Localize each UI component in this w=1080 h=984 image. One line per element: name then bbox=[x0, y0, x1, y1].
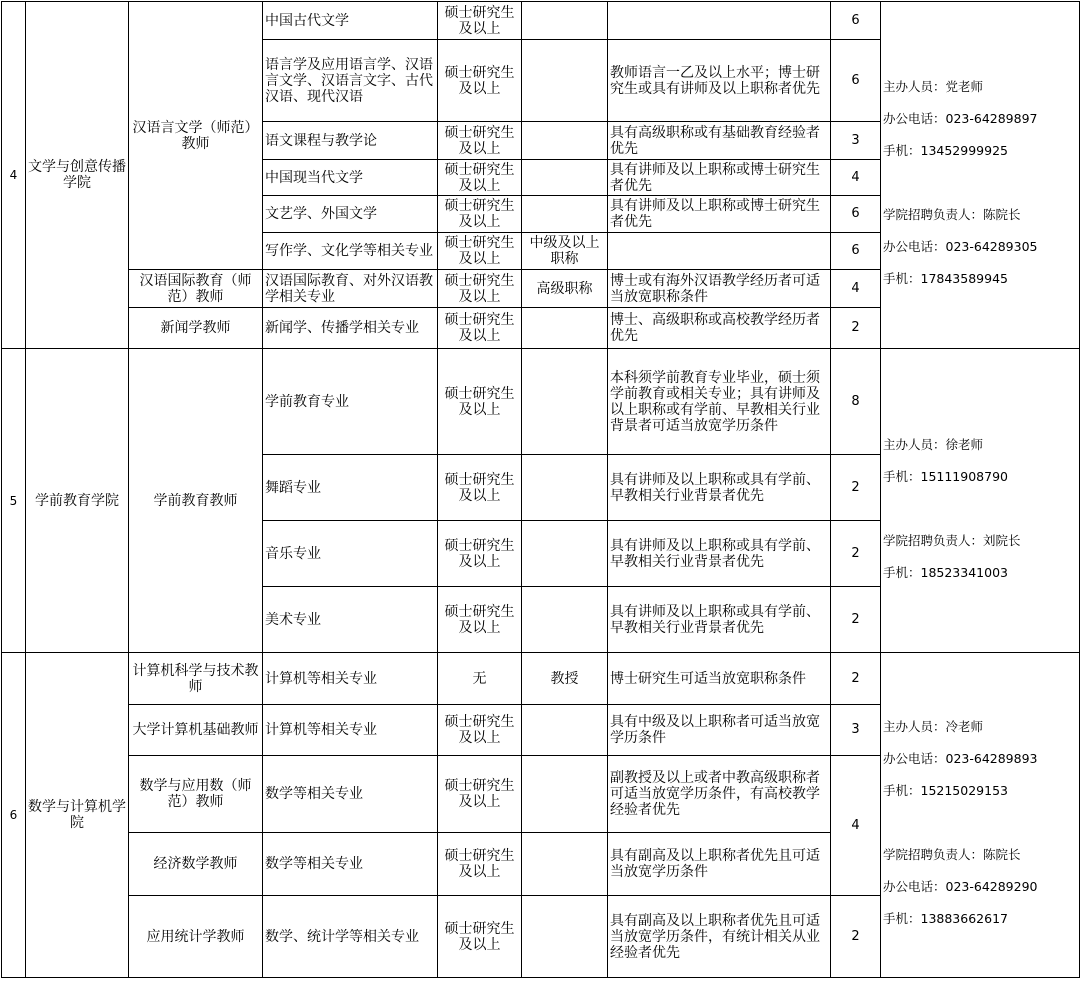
headcount: 3 bbox=[831, 705, 881, 756]
education: 硕士研究生及以上 bbox=[438, 349, 522, 455]
title-requirement: 高级职称 bbox=[522, 270, 608, 308]
major: 中国古代文学 bbox=[263, 2, 438, 40]
education: 硕士研究生及以上 bbox=[438, 196, 522, 233]
major: 中国现当代文学 bbox=[263, 160, 438, 196]
title-requirement bbox=[522, 122, 608, 160]
major: 新闻学、传播学相关专业 bbox=[263, 308, 438, 349]
position-name: 大学计算机基础教师 bbox=[129, 705, 263, 756]
headcount: 4 bbox=[831, 756, 881, 896]
other-requirement: 教师语言一乙及以上水平；博士研究生或具有讲师及以上职称者优先 bbox=[608, 40, 831, 122]
title-requirement bbox=[522, 896, 608, 978]
title-requirement bbox=[522, 160, 608, 196]
table-row bbox=[2, 2, 1080, 40]
position-name: 计算机科学与技术教师 bbox=[129, 653, 263, 705]
contact-line: 学院招聘负责人：刘院长 bbox=[883, 532, 1021, 548]
major: 计算机等相关专业 bbox=[263, 705, 438, 756]
major: 语文课程与教学论 bbox=[263, 122, 438, 160]
education: 硕士研究生及以上 bbox=[438, 160, 522, 196]
title-requirement bbox=[522, 349, 608, 455]
education: 无 bbox=[438, 653, 522, 705]
headcount: 8 bbox=[831, 349, 881, 455]
contact-info bbox=[881, 2, 1080, 349]
other-requirement: 具有讲师及以上职称或博士研究生者优先 bbox=[608, 196, 831, 233]
major: 学前教育专业 bbox=[263, 349, 438, 455]
contact-line: 办公电话：023-64289897 bbox=[883, 111, 1038, 126]
other-requirement: 具有讲师及以上职称或具有学前、早教相关行业背景者优先 bbox=[608, 455, 831, 521]
headcount: 2 bbox=[831, 455, 881, 521]
headcount: 6 bbox=[831, 196, 881, 233]
other-requirement: 具有中级及以上职称者可适当放宽学历条件 bbox=[608, 705, 831, 756]
major: 音乐专业 bbox=[263, 521, 438, 587]
title-requirement bbox=[522, 455, 608, 521]
contact-line: 手机：13883662617 bbox=[883, 911, 1008, 926]
education: 硕士研究生及以上 bbox=[438, 40, 522, 122]
position-name: 新闻学教师 bbox=[129, 308, 263, 349]
headcount: 6 bbox=[831, 233, 881, 270]
other-requirement bbox=[608, 233, 831, 270]
position-name: 学前教育教师 bbox=[129, 349, 263, 653]
table-row bbox=[2, 653, 1080, 705]
education: 硕士研究生及以上 bbox=[438, 455, 522, 521]
major: 汉语国际教育、对外汉语教学相关专业 bbox=[263, 270, 438, 308]
contact-info bbox=[881, 653, 1080, 978]
headcount: 2 bbox=[831, 896, 881, 978]
recruitment-table bbox=[1, 1, 1080, 978]
education: 硕士研究生及以上 bbox=[438, 833, 522, 896]
other-requirement: 具有讲师及以上职称或具有学前、早教相关行业背景者优先 bbox=[608, 587, 831, 653]
major: 美术专业 bbox=[263, 587, 438, 653]
contact-line: 手机：13452999925 bbox=[883, 143, 1008, 158]
contact-info bbox=[881, 349, 1080, 653]
major: 文艺学、外国文学 bbox=[263, 196, 438, 233]
position-name: 数学与应用数（师范）教师 bbox=[129, 756, 263, 833]
education: 硕士研究生及以上 bbox=[438, 587, 522, 653]
title-requirement bbox=[522, 308, 608, 349]
major: 计算机等相关专业 bbox=[263, 653, 438, 705]
education: 硕士研究生及以上 bbox=[438, 896, 522, 978]
headcount: 4 bbox=[831, 160, 881, 196]
contact-line: 主办人员：冷老师 bbox=[883, 719, 984, 734]
education: 硕士研究生及以上 bbox=[438, 2, 522, 40]
headcount: 2 bbox=[831, 308, 881, 349]
headcount: 3 bbox=[831, 122, 881, 160]
other-requirement: 博士研究生可适当放宽职称条件 bbox=[608, 653, 831, 705]
other-requirement: 具有副高及以上职称者优先且可适当放宽学历条件，有统计相关从业经验者优先 bbox=[608, 896, 831, 978]
contact-line: 主办人员：徐老师 bbox=[883, 436, 984, 452]
contact-line: 办公电话：023-64289305 bbox=[883, 239, 1038, 254]
title-requirement bbox=[522, 587, 608, 653]
headcount: 4 bbox=[831, 270, 881, 308]
major: 数学、统计学等相关专业 bbox=[263, 896, 438, 978]
headcount: 2 bbox=[831, 653, 881, 705]
title-requirement bbox=[522, 521, 608, 587]
title-requirement bbox=[522, 2, 608, 40]
position-name: 汉语国际教育（师范）教师 bbox=[129, 270, 263, 308]
section-number: 5 bbox=[2, 349, 26, 653]
contact-line: 学院招聘负责人：陈院长 bbox=[883, 847, 1021, 862]
title-requirement bbox=[522, 40, 608, 122]
title-requirement bbox=[522, 833, 608, 896]
education: 硕士研究生及以上 bbox=[438, 705, 522, 756]
contact-line: 手机：15215029153 bbox=[883, 783, 1008, 798]
other-requirement: 博士、高级职称或高校教学经历者优先 bbox=[608, 308, 831, 349]
major: 数学等相关专业 bbox=[263, 833, 438, 896]
title-requirement: 教授 bbox=[522, 653, 608, 705]
headcount: 2 bbox=[831, 587, 881, 653]
headcount: 6 bbox=[831, 2, 881, 40]
other-requirement: 具有讲师及以上职称或博士研究生者优先 bbox=[608, 160, 831, 196]
title-requirement bbox=[522, 756, 608, 833]
other-requirement: 具有高级职称或有基础教育经验者优先 bbox=[608, 122, 831, 160]
contact-line: 办公电话：023-64289893 bbox=[883, 751, 1038, 766]
contact-line: 学院招聘负责人：陈院长 bbox=[883, 207, 1021, 222]
other-requirement: 本科须学前教育专业毕业，硕士须学前教育或相关专业；具有讲师及以上职称或有学前、早教相关行业背景者可适当放宽学历条件 bbox=[608, 349, 831, 455]
title-requirement bbox=[522, 705, 608, 756]
table-row bbox=[2, 349, 1080, 455]
major: 数学等相关专业 bbox=[263, 756, 438, 833]
other-requirement: 博士或有海外汉语教学经历者可适当放宽职称条件 bbox=[608, 270, 831, 308]
headcount: 2 bbox=[831, 521, 881, 587]
college-name: 学前教育学院 bbox=[26, 349, 129, 653]
other-requirement: 具有讲师及以上职称或具有学前、早教相关行业背景者优先 bbox=[608, 521, 831, 587]
education: 硕士研究生及以上 bbox=[438, 270, 522, 308]
education: 硕士研究生及以上 bbox=[438, 521, 522, 587]
position-name: 汉语言文学（师范）教师 bbox=[129, 2, 263, 270]
position-name: 应用统计学教师 bbox=[129, 896, 263, 978]
section-number: 4 bbox=[2, 2, 26, 349]
major: 舞蹈专业 bbox=[263, 455, 438, 521]
other-requirement bbox=[608, 2, 831, 40]
position-name: 经济数学教师 bbox=[129, 833, 263, 896]
education: 硕士研究生及以上 bbox=[438, 756, 522, 833]
title-requirement bbox=[522, 196, 608, 233]
other-requirement: 副教授及以上或者中教高级职称者可适当放宽学历条件，有高校教学经验者优先 bbox=[608, 756, 831, 833]
headcount: 6 bbox=[831, 40, 881, 122]
education: 硕士研究生及以上 bbox=[438, 122, 522, 160]
contact-line: 办公电话：023-64289290 bbox=[883, 879, 1038, 894]
education: 硕士研究生及以上 bbox=[438, 308, 522, 349]
contact-line: 手机：15111908790 bbox=[883, 468, 1008, 484]
section-number: 6 bbox=[2, 653, 26, 978]
contact-line: 手机：17843589945 bbox=[883, 271, 1008, 286]
college-name: 数学与计算机学院 bbox=[26, 653, 129, 978]
college-name: 文学与创意传播学院 bbox=[26, 2, 129, 349]
major: 写作学、文化学等相关专业 bbox=[263, 233, 438, 270]
contact-line: 主办人员：党老师 bbox=[883, 79, 984, 94]
major: 语言学及应用语言学、汉语言文学、汉语言文字、古代汉语、现代汉语 bbox=[263, 40, 438, 122]
contact-line: 手机：18523341003 bbox=[883, 564, 1008, 580]
title-requirement: 中级及以上职称 bbox=[522, 233, 608, 270]
other-requirement: 具有副高及以上职称者优先且可适当放宽学历条件 bbox=[608, 833, 831, 896]
education: 硕士研究生及以上 bbox=[438, 233, 522, 270]
